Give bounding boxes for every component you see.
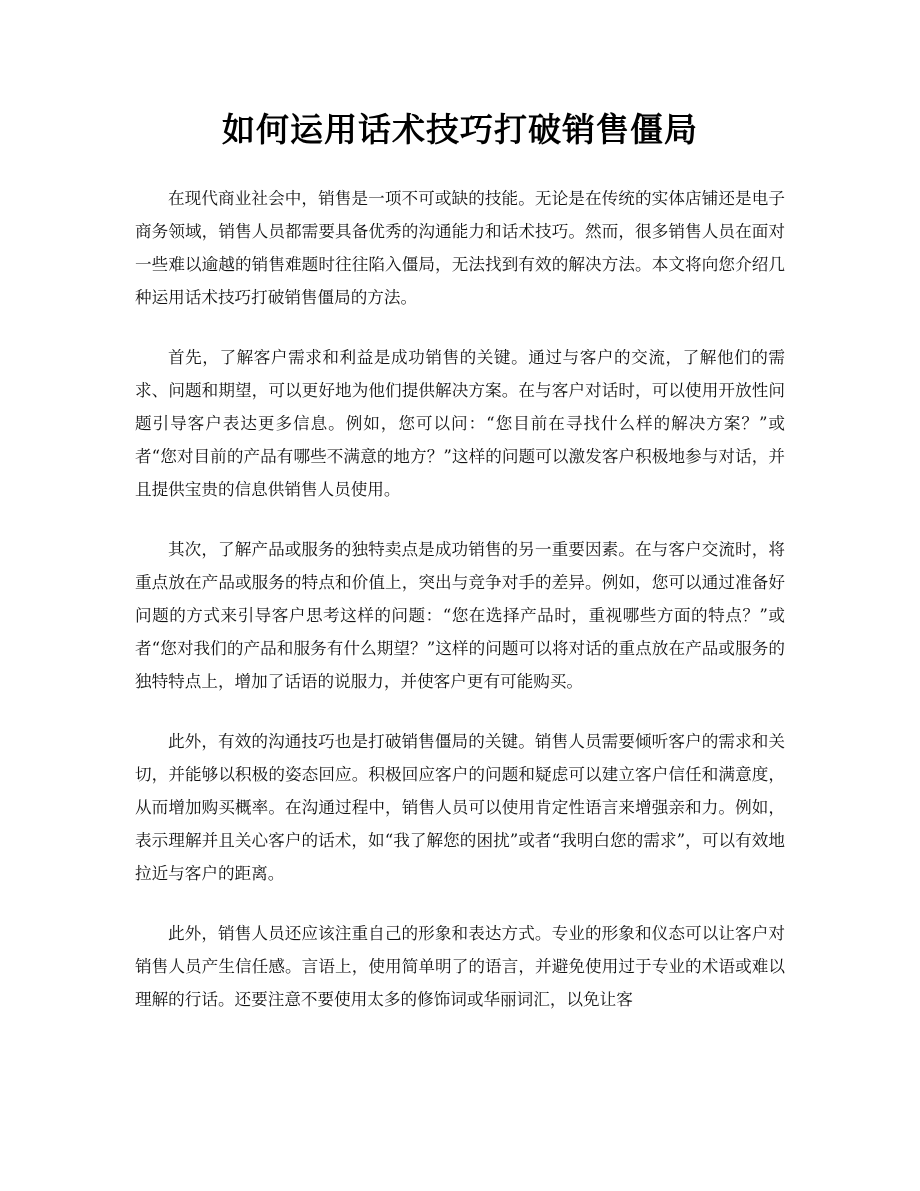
paragraph-communication: 此外，有效的沟通技巧也是打破销售僵局的关键。销售人员需要倾听客户的需求和关切，并能够以积极的姿态回应。积极回应客户的问题和疑虑可以建立客户信任和满意度，从而增加购买概率。在沟通过程中，销售人员可以使用肯定性语言来增强亲和力。例如，表示理解并且关心客户的话术，如“我了解您的困扰”或者“我明白您的需求”，可以有效地拉近与客户的距离。 — [135, 732, 785, 883]
document-body — [135, 182, 785, 1043]
paragraph-selling-points: 其次，了解产品或服务的独特卖点是成功销售的另一重要因素。在与客户交流时，将重点放在产品或服务的特点和价值上，突出与竞争对手的差异。例如，您可以通过准备好问题的方式来引导客户思考这样的问题：“您在选择产品时，重视哪些方面的特点？”或者“您对我们的产品和服务有什么期望？”这样的问题可以将对话的重点放在产品或服务的独特特点上，增加了话语的说服力，并使客户更有可能购买。 — [135, 540, 785, 691]
document-title: 如何运用话术技巧打破销售僵局 — [222, 110, 698, 149]
paragraph-image-expression: 此外，销售人员还应该注重自己的形象和表达方式。专业的形象和仪态可以让客户对销售人员产生信任感。言语上，使用简单明了的语言，并避免使用过于专业的术语或难以理解的行话。还要注意不要使用太多的修饰词或华丽词汇，以免让客 — [135, 924, 785, 1009]
paragraph-customer-needs: 首先，了解客户需求和利益是成功销售的关键。通过与客户的交流，了解他们的需求、问题和期望，可以更好地为他们提供解决方案。在与客户对话时，可以使用开放性问题引导客户表达更多信息。例如，您可以问：“您目前在寻找什么样的解决方案？”或者“您对目前的产品有哪些不满意的地方？”这样的问题可以激发客户积极地参与对话，并且提供宝贵的信息供销售人员使用。 — [135, 348, 785, 499]
paragraph-intro: 在现代商业社会中，销售是一项不可或缺的技能。无论是在传统的实体店铺还是电子商务领域，销售人员都需要具备优秀的沟通能力和话术技巧。然而，很多销售人员在面对一些难以逾越的销售难题时往往陷入僵局，无法找到有效的解决方法。本文将向您介绍几种运用话术技巧打破销售僵局的方法。 — [135, 189, 785, 307]
